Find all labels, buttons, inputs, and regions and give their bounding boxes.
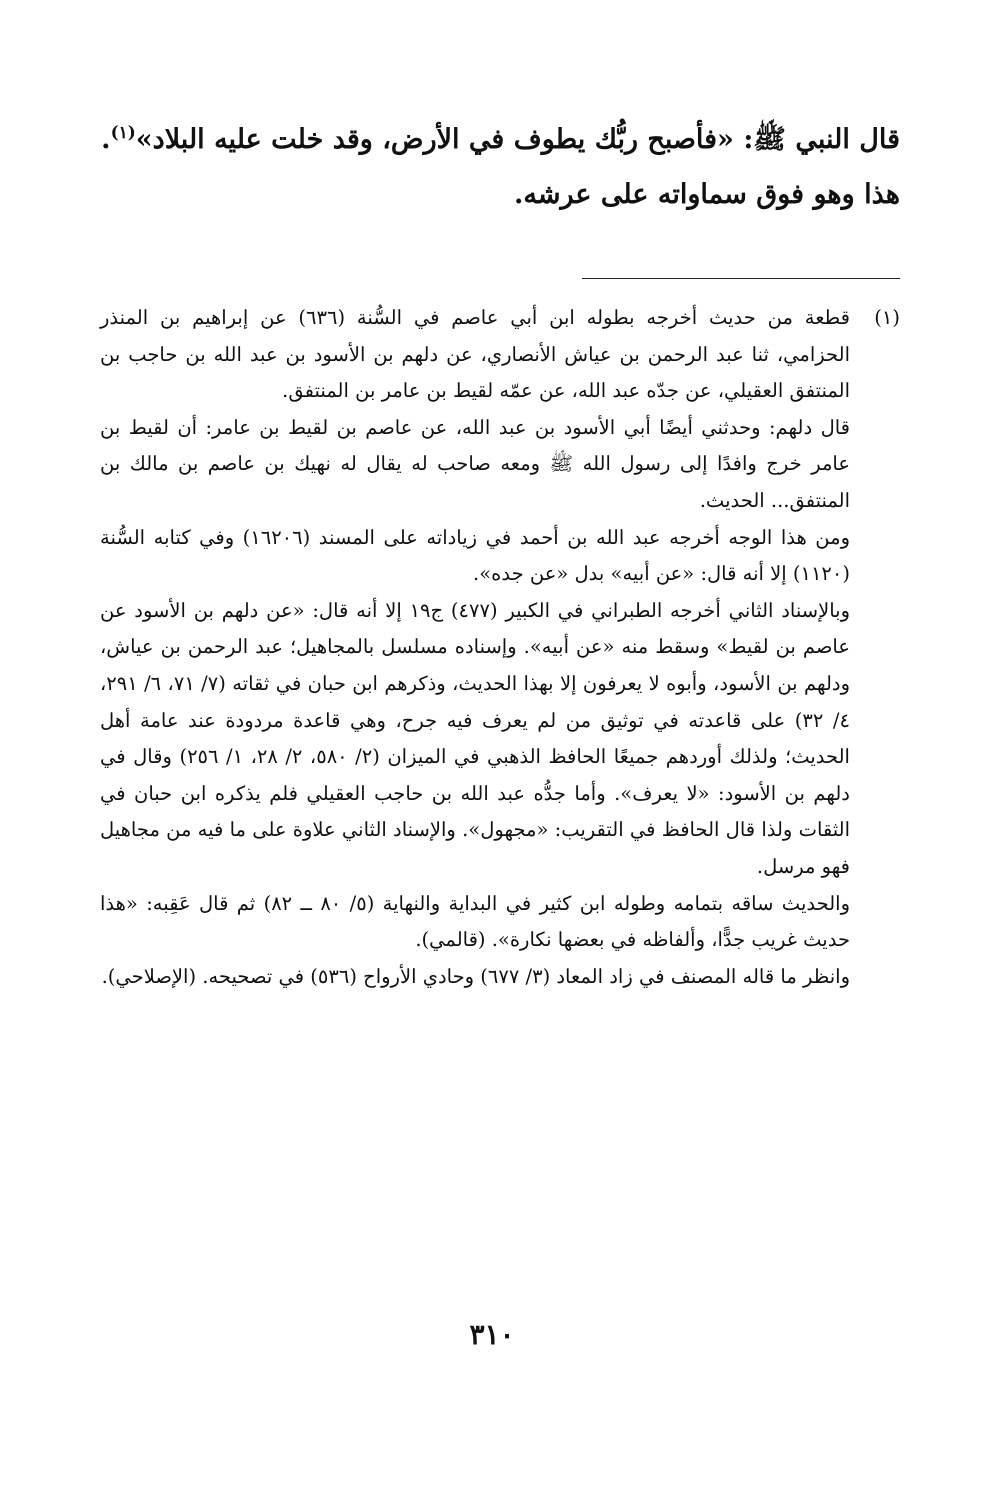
- main-line-2: هذا وهو فوق سماواته على عرشه.: [514, 179, 900, 210]
- footnotes: [100, 300, 900, 995]
- footnote-body: [100, 300, 850, 995]
- main-text: [100, 112, 900, 222]
- footnote-paragraph: قطعة من حديث أخرجه بطوله ابن أبي عاصم في السُّنة (٦٣٦) عن إبراهيم بن المنذر الحزامي، ثنا عبد الرحمن بن عياش الأنصاري، عن دلهم بن الأسود بن عبد الله بن حاجب بن المنتفق العقيلي، عن جدّه عبد الله، عن عمّه لقيط بن عامر بن المنتفق.: [100, 306, 850, 403]
- main-line-1-text: قال النبي ﷺ: «فأصبح ربُّك يطوف في الأرض، وقد خلت عليه البلاد»: [135, 124, 900, 155]
- footnote-paragraph: وبالإسناد الثاني أخرجه الطبراني في الكبير (٤٧٧) ج١٩ إلا أنه قال: «عن دلهم بن الأسود عن عاصم بن لقيط» وسقط منه «عن أبيه». وإسناده مسلسل بالمجاهيل؛ عبد الرحمن بن عياش، ودلهم بن الأسود، وأبوه لا يعرفون إلا بهذا الحديث، وذكرهم ابن حبان في ثقاته (٧/ ٧١، ٦/ ٢٩١، ٤/ ٣٢) على قاعدته في توثيق من لم يعرف فيه جرح، وهي قاعدة مردودة عند عامة أهل الحديث؛ ولذلك أوردهم جميعًا الحافظ الذهبي في الميزان (٢/ ٥٨٠، ٢/ ٢٨، ١/ ٢٥٦) وقال في دلهم بن الأسود: «لا يعرف». وأما جدُّه عبد الله بن حاجب العقيلي فلم يذكره ابن حبان في الثقات ولذا قال الحافظ في التقريب: «مجهول». والإسناد الثاني علاوة على ما فيه من مجاهيل فهو مرسل.: [100, 598, 850, 878]
- footnote-1: [100, 300, 900, 995]
- main-line-1-end: .: [101, 124, 111, 155]
- main-line-1: [100, 112, 900, 167]
- footnote-separator: [582, 278, 900, 279]
- footnote-paragraph: قال دلهم: وحدثني أيضًا أبي الأسود بن عبد الله، عن عاصم بن لقيط بن عامر: أن لقيط بن عامر خرج وافدًا إلى رسول الله ﷺ ومعه صاحب له يقال له نهيك بن عاصم بن مالك بن المنتفق... الحديث.: [100, 415, 850, 512]
- footnote-reference: (١): [110, 123, 136, 143]
- page-number: ٣١٠: [469, 1318, 515, 1351]
- footnote-paragraph: وانظر ما قاله المصنف في زاد المعاد (٣/ ٦٧٧) وحادي الأرواح (٥٣٦) في تصحيحه. (الإصلاحي).: [101, 964, 850, 988]
- footnote-number: (١): [874, 306, 900, 329]
- footnote-paragraph: والحديث ساقه بتمامه وطوله ابن كثير في البداية والنهاية (٥/ ٨٠ ــ ٨٢) ثم قال عَقِبه: «هذا حديث غريب جدًّا، وألفاظه في بعضها نكارة». (قالمي).: [100, 891, 850, 952]
- footnote-paragraph: ومن هذا الوجه أخرجه عبد الله بن أحمد في زياداته على المسند (١٦٢٠٦) وفي كتابه السُّنة (١١٢٠) إلا أنه قال: «عن أبيه» بدل «عن جده».: [100, 525, 850, 586]
